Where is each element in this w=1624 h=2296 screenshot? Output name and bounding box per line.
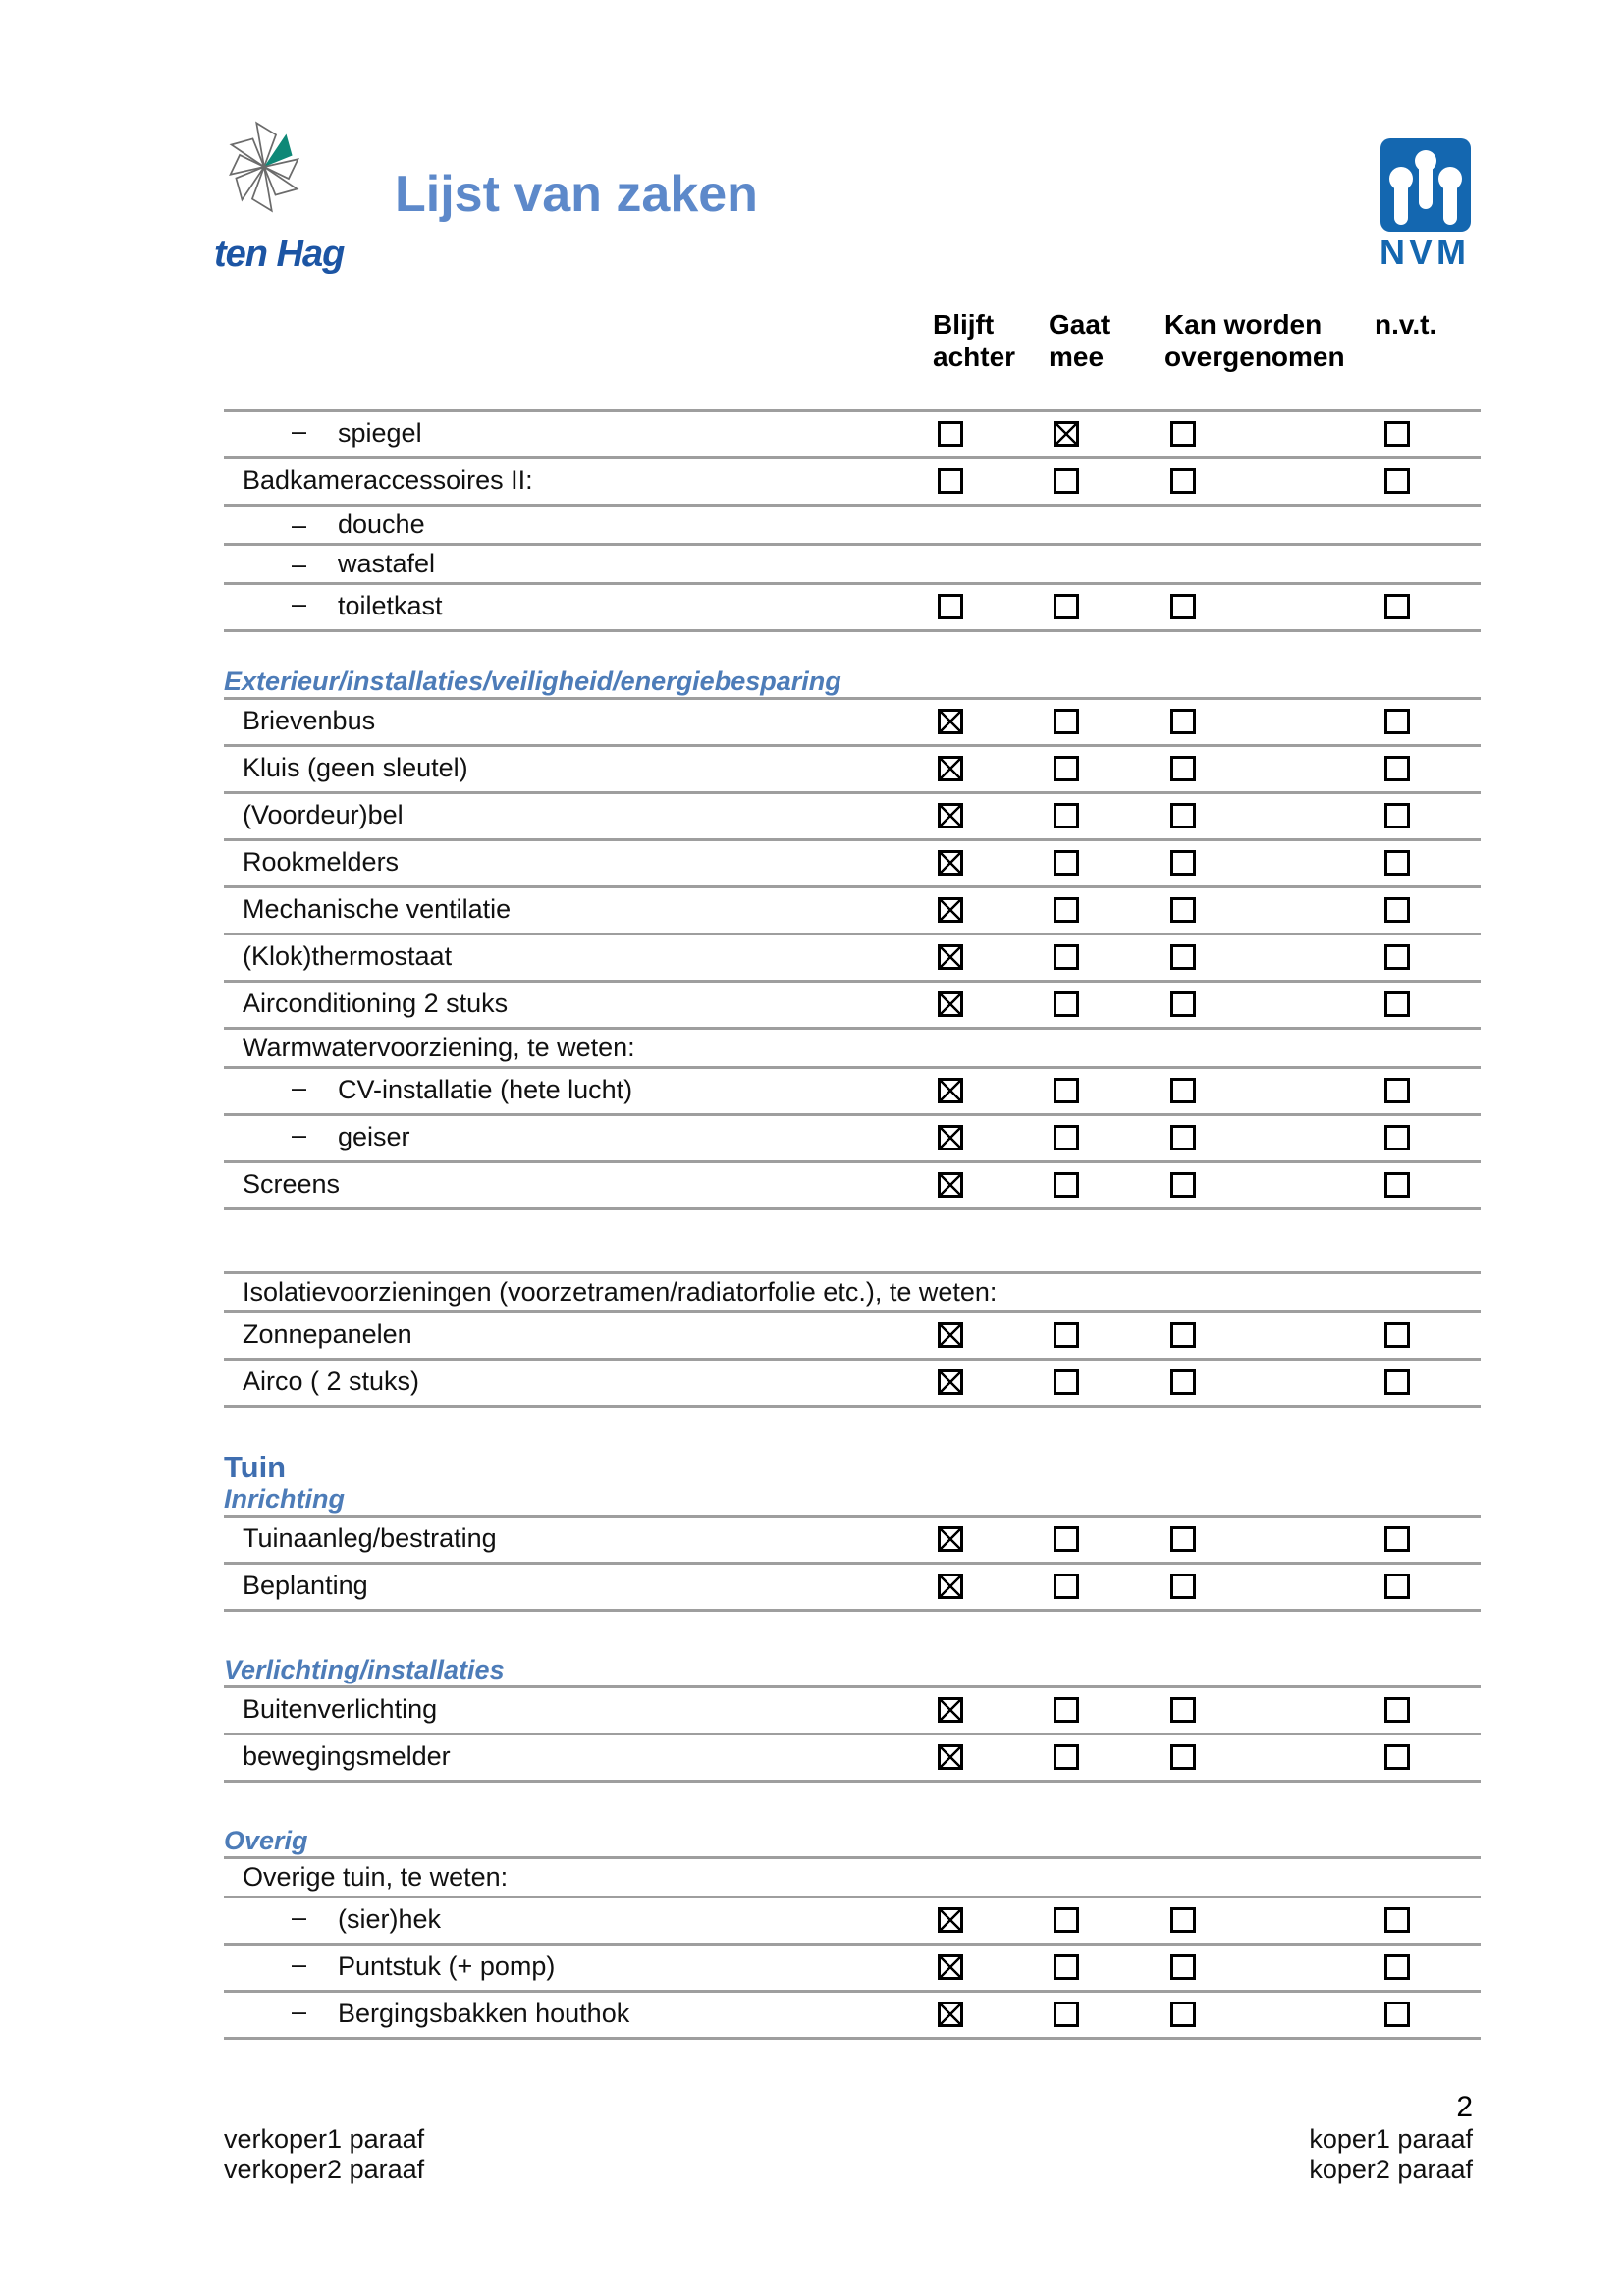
list-row [224,1733,1481,1780]
item-label: Isolatievoorzieningen (voorzetramen/radiatorfolie etc.), te weten: [243,1277,998,1307]
column-header-blijft-achter [933,308,1015,373]
list-row [224,1310,1481,1358]
list-row [224,1027,1481,1066]
checkbox-nvt[interactable] [1384,897,1410,923]
checkbox-kan-worden-overgenomen[interactable] [1170,1954,1196,1980]
checkbox-nvt[interactable] [1384,1697,1410,1723]
checkbox-nvt[interactable] [1384,468,1410,494]
checkbox-blijft-achter[interactable] [938,991,963,1017]
checkbox-gaat-mee[interactable] [1054,897,1079,923]
list-row [224,1113,1481,1160]
item-label: (sier)hek [338,1904,442,1934]
item-label: geiser [338,1122,410,1151]
list-dash: – [292,550,307,579]
checkbox-gaat-mee[interactable] [1054,1078,1079,1103]
nvm-logo-icon [1380,137,1472,238]
section-gap [224,1612,1481,1656]
item-label: Airconditioning 2 stuks [243,988,509,1018]
checkbox-kan-worden-overgenomen[interactable] [1170,1078,1196,1103]
footer-buyer-initials [1309,2124,1473,2185]
checkbox-kan-worden-overgenomen[interactable] [1170,991,1196,1017]
page-number: 2 [1456,2091,1473,2123]
checkbox-nvt[interactable] [1384,1744,1410,1770]
checkbox-nvt[interactable] [1384,1907,1410,1933]
list-dash: – [292,416,307,446]
list-row [224,543,1481,582]
item-label: Tuinaanleg/bestrating [243,1523,497,1553]
checkbox-gaat-mee[interactable] [1054,1907,1079,1933]
checkbox-gaat-mee[interactable] [1054,803,1079,828]
item-label: spiegel [338,418,422,448]
checkbox-blijft-achter[interactable] [938,1744,963,1770]
checkbox-kan-worden-overgenomen[interactable] [1170,1744,1196,1770]
list-dash: – [292,1120,307,1149]
section-subheader-label: Exterieur/installaties/veiligheid/energiebesparing [224,667,841,696]
section-subheader-label: Verlichting/installaties [224,1655,505,1684]
item-label: Badkameraccessoires II: [243,465,533,495]
item-label: Rookmelders [243,847,400,877]
checkbox-gaat-mee[interactable] [1054,756,1079,781]
checkbox-kan-worden-overgenomen[interactable] [1170,1697,1196,1723]
item-label: CV-installatie (hete lucht) [338,1075,633,1104]
checkbox-gaat-mee[interactable] [1054,2002,1079,2027]
checkbox-blijft-achter[interactable] [938,850,963,876]
item-label: Bergingsbakken houthok [338,1999,630,2028]
tenhag-logo-text: ten Hag [214,234,345,275]
checkbox-nvt[interactable] [1384,1369,1410,1395]
checkbox-gaat-mee[interactable] [1054,421,1079,447]
checkbox-nvt[interactable] [1384,2002,1410,2027]
list-row [224,1856,1481,1896]
checkbox-nvt[interactable] [1384,594,1410,619]
footer-seller-initials [224,2124,424,2185]
item-label: Kluis (geen sleutel) [243,753,468,782]
section-gap [224,1210,1481,1271]
checkbox-nvt[interactable] [1384,756,1410,781]
checkbox-gaat-mee[interactable] [1054,1574,1079,1599]
checkbox-gaat-mee[interactable] [1054,468,1079,494]
list-row [224,1685,1481,1733]
checkbox-gaat-mee[interactable] [1054,1697,1079,1723]
item-label: (Voordeur)bel [243,800,404,829]
column-header-kan-worden-overgenomen [1164,308,1345,373]
checkbox-kan-worden-overgenomen[interactable] [1170,594,1196,619]
item-label: toiletkast [338,591,443,620]
column-header-line: Kan worden [1164,309,1323,340]
checkbox-gaat-mee[interactable] [1054,709,1079,734]
checkbox-kan-worden-overgenomen[interactable] [1170,421,1196,447]
checkbox-kan-worden-overgenomen[interactable] [1170,709,1196,734]
seller1-initials-label: verkoper1 paraaf [224,2124,425,2154]
section-subheader [224,667,1481,697]
section-heading-label: Tuin [224,1450,287,1484]
buyer1-initials-label: koper1 paraaf [1309,2124,1473,2154]
section-gap [224,1408,1481,1452]
list-row [224,933,1481,980]
section-gap [224,632,1481,667]
checkbox-gaat-mee[interactable] [1054,1125,1079,1150]
checkbox-blijft-achter[interactable] [938,1078,963,1103]
list-row [224,697,1481,744]
item-label: wastafel [338,549,436,578]
list-row [224,1562,1481,1609]
checkbox-gaat-mee[interactable] [1054,1172,1079,1198]
checkbox-kan-worden-overgenomen[interactable] [1170,897,1196,923]
list-row [224,885,1481,933]
buyer2-initials-label: koper2 paraaf [1309,2155,1473,2184]
item-label: Buitenverlichting [243,1694,438,1724]
checkbox-nvt[interactable] [1384,1125,1410,1150]
checkbox-nvt[interactable] [1384,1078,1410,1103]
checkbox-nvt[interactable] [1384,421,1410,447]
column-header-line: Gaat [1049,309,1110,340]
list-row [224,504,1481,543]
checkbox-nvt[interactable] [1384,1526,1410,1552]
list-row [224,1066,1481,1113]
checkbox-kan-worden-overgenomen[interactable] [1170,468,1196,494]
checkbox-gaat-mee[interactable] [1054,1526,1079,1552]
list-dash: – [292,1949,307,1979]
item-label: Brievenbus [243,706,376,735]
checkbox-kan-worden-overgenomen[interactable] [1170,803,1196,828]
column-header-line: Blijft [933,309,995,340]
checkbox-kan-worden-overgenomen[interactable] [1170,1322,1196,1348]
list-dash: – [292,510,307,540]
checkbox-gaat-mee[interactable] [1054,594,1079,619]
list-row [224,838,1481,885]
list-dash: – [292,1902,307,1932]
list-row [224,1515,1481,1562]
page-title: Lijst van zaken [395,166,758,223]
checkbox-blijft-achter[interactable] [938,944,963,970]
item-label: bewegingsmelder [243,1741,451,1771]
item-label: Mechanische ventilatie [243,894,512,924]
item-label: douche [338,509,425,539]
checkbox-gaat-mee[interactable] [1054,1369,1079,1395]
column-header-gaat-mee [1049,308,1110,373]
section-subheader-label: Inrichting [224,1484,345,1514]
item-label: Airco ( 2 stuks) [243,1366,420,1396]
column-header-nvt [1375,308,1436,341]
checkbox-blijft-achter[interactable] [938,1954,963,1980]
column-header-line: n.v.t. [1375,309,1437,340]
list-row [224,1160,1481,1207]
checkbox-gaat-mee[interactable] [1054,1954,1079,1980]
list-row [224,791,1481,838]
list-row [224,744,1481,791]
checkbox-nvt[interactable] [1384,991,1410,1017]
list-row [224,980,1481,1027]
section-subheader [224,1827,1481,1856]
list-row [224,582,1481,629]
tenhag-pinwheel-logo-icon [222,102,306,237]
list-row [224,456,1481,504]
checkbox-blijft-achter[interactable] [938,803,963,828]
list-row [224,1896,1481,1943]
items-table [224,409,1481,2040]
checkbox-gaat-mee[interactable] [1054,1322,1079,1348]
item-label: Screens [243,1169,341,1199]
section-subheader-label: Overig [224,1826,308,1855]
checkbox-blijft-achter[interactable] [938,897,963,923]
checkbox-blijft-achter[interactable] [938,1172,963,1198]
checkbox-blijft-achter[interactable] [938,1907,963,1933]
checkbox-gaat-mee[interactable] [1054,991,1079,1017]
checkbox-blijft-achter[interactable] [938,1369,963,1395]
checkbox-kan-worden-overgenomen[interactable] [1170,1125,1196,1150]
item-label: Zonnepanelen [243,1319,412,1349]
checkbox-kan-worden-overgenomen[interactable] [1170,1574,1196,1599]
column-header-line: mee [1049,342,1105,372]
checkbox-blijft-achter[interactable] [938,1697,963,1723]
checkbox-nvt[interactable] [1384,944,1410,970]
checkbox-blijft-achter[interactable] [938,709,963,734]
seller2-initials-label: verkoper2 paraaf [224,2155,425,2184]
list-row [224,1271,1481,1310]
checkbox-nvt[interactable] [1384,1574,1410,1599]
checkbox-blijft-achter[interactable] [938,594,963,619]
item-label: Warmwatervoorziening, te weten: [243,1033,635,1062]
section-subheader [224,1485,1481,1515]
checkbox-kan-worden-overgenomen[interactable] [1170,1526,1196,1552]
checkbox-gaat-mee[interactable] [1054,1744,1079,1770]
item-label: Puntstuk (+ pomp) [338,1951,556,1981]
checkbox-nvt[interactable] [1384,850,1410,876]
checkbox-kan-worden-overgenomen[interactable] [1170,2002,1196,2027]
list-row [224,409,1481,456]
list-row [224,1943,1481,1990]
section-subheader [224,1656,1481,1685]
checkbox-blijft-achter[interactable] [938,468,963,494]
divider-line [224,2037,1481,2040]
checkbox-gaat-mee[interactable] [1054,850,1079,876]
column-header-line: overgenomen [1164,342,1345,372]
checkbox-blijft-achter[interactable] [938,1526,963,1552]
list-dash: – [292,1073,307,1102]
checkbox-blijft-achter[interactable] [938,421,963,447]
item-label: (Klok)thermostaat [243,941,453,971]
checkbox-gaat-mee[interactable] [1054,944,1079,970]
checkbox-kan-worden-overgenomen[interactable] [1170,1172,1196,1198]
section-heading [224,1452,1481,1485]
checkbox-kan-worden-overgenomen[interactable] [1170,850,1196,876]
nvm-logo-text: NVM [1380,232,1470,272]
checkbox-kan-worden-overgenomen[interactable] [1170,1369,1196,1395]
column-header-line: achter [933,342,1016,372]
checkbox-blijft-achter[interactable] [938,756,963,781]
checkbox-blijft-achter[interactable] [938,1574,963,1599]
item-label: Overige tuin, te weten: [243,1862,509,1892]
checkbox-kan-worden-overgenomen[interactable] [1170,756,1196,781]
checkbox-blijft-achter[interactable] [938,1322,963,1348]
checkbox-nvt[interactable] [1384,1172,1410,1198]
section-gap [224,1783,1481,1827]
list-row [224,1358,1481,1405]
checkbox-blijft-achter[interactable] [938,2002,963,2027]
list-dash: – [292,589,307,618]
checkbox-blijft-achter[interactable] [938,1125,963,1150]
checkbox-kan-worden-overgenomen[interactable] [1170,944,1196,970]
list-row [224,1990,1481,2037]
checkbox-nvt[interactable] [1384,1322,1410,1348]
list-dash: – [292,1997,307,2026]
checkbox-nvt[interactable] [1384,803,1410,828]
item-label: Beplanting [243,1571,368,1600]
checkbox-nvt[interactable] [1384,1954,1410,1980]
checkbox-nvt[interactable] [1384,709,1410,734]
checkbox-kan-worden-overgenomen[interactable] [1170,1907,1196,1933]
